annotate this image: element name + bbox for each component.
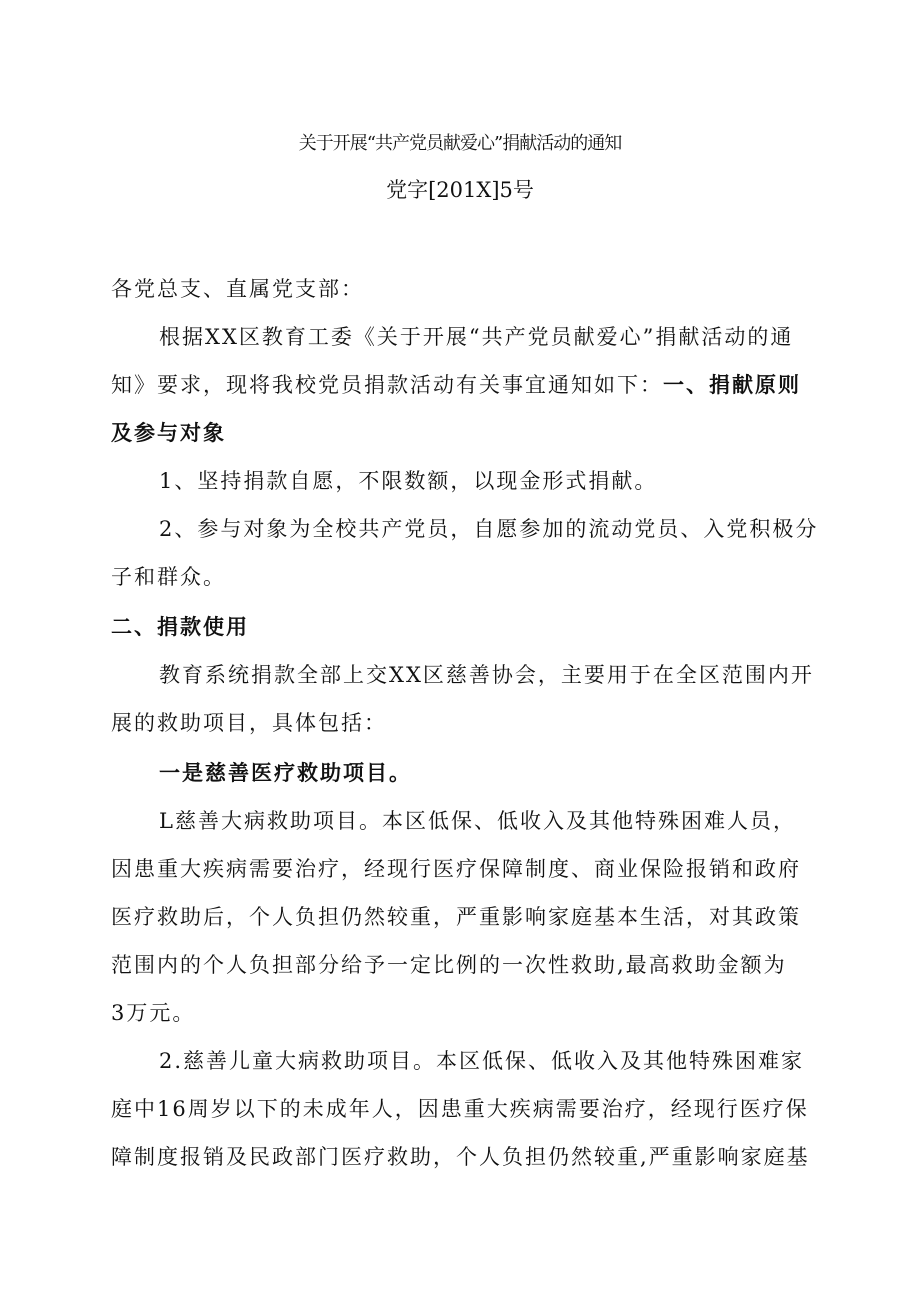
item-1-line-3: 医疗救助后，个人负担仍然较重，严重影响家庭基本生活，对其政策 xyxy=(111,905,801,929)
section-2-heading: 二、捐款使用 xyxy=(111,614,249,639)
section-1-heading-part2: 及参与对象 xyxy=(111,420,226,445)
use-line-1: 教育系统捐款全部上交XX区慈善协会，主要用于在全区范围内开 xyxy=(159,663,814,687)
sub-heading-medical-aid: 一是慈善医疗救助项目。 xyxy=(159,760,412,785)
item-1-line-2: 因患重大疾病需要治疗，经现行医疗保障制度、商业保险报销和政府 xyxy=(111,857,801,881)
item-1-line-1: L慈善大病救助项目。本区低保、低收入及其他特殊困难人员， xyxy=(159,809,796,833)
principle-2-line-1: 2、参与对象为全校共产党员，自愿参加的流动党员、入党积极分 xyxy=(159,517,819,541)
item-1-line-4: 范围内的个人负担部分给予一定比例的一次性救助,最高救助金额为 xyxy=(111,953,787,977)
item-2-line-1: 2.慈善儿童大病救助项目。本区低保、低收入及其他特殊困难家 xyxy=(159,1049,805,1073)
item-2-line-2: 庭中16周岁以下的未成年人，因患重大疾病需要治疗，经现行医疗保 xyxy=(111,1097,809,1121)
section-1-heading-part1: 一、捐献原则 xyxy=(663,372,801,397)
intro-line-1: 根据XX区教育工委《关于开展“共产党员献爱心”捐献活动的通 xyxy=(159,325,794,349)
salutation: 各党总支、直属党支部： xyxy=(111,277,364,301)
document-number: 党字[201X]5号 xyxy=(386,178,534,202)
item-1-line-5: 3万元。 xyxy=(111,1001,196,1025)
item-2-line-3: 障制度报销及民政部门医疗救助，个人负担仍然较重,严重影响家庭基 xyxy=(111,1145,810,1169)
principle-2-line-2: 子和群众。 xyxy=(111,565,226,589)
intro-line-2 xyxy=(111,368,801,402)
use-line-2: 展的救助项目，具体包括： xyxy=(111,711,387,735)
principle-1: 1、坚持捐款自愿，不限数额，以现金形式捐献。 xyxy=(159,469,658,493)
intro-line-2-text: 知》要求，现将我校党员捐款活动有关事宜通知如下： xyxy=(111,373,663,397)
document-title: 关于开展“共产党员献爱心”捐献活动的通知 xyxy=(298,133,622,154)
